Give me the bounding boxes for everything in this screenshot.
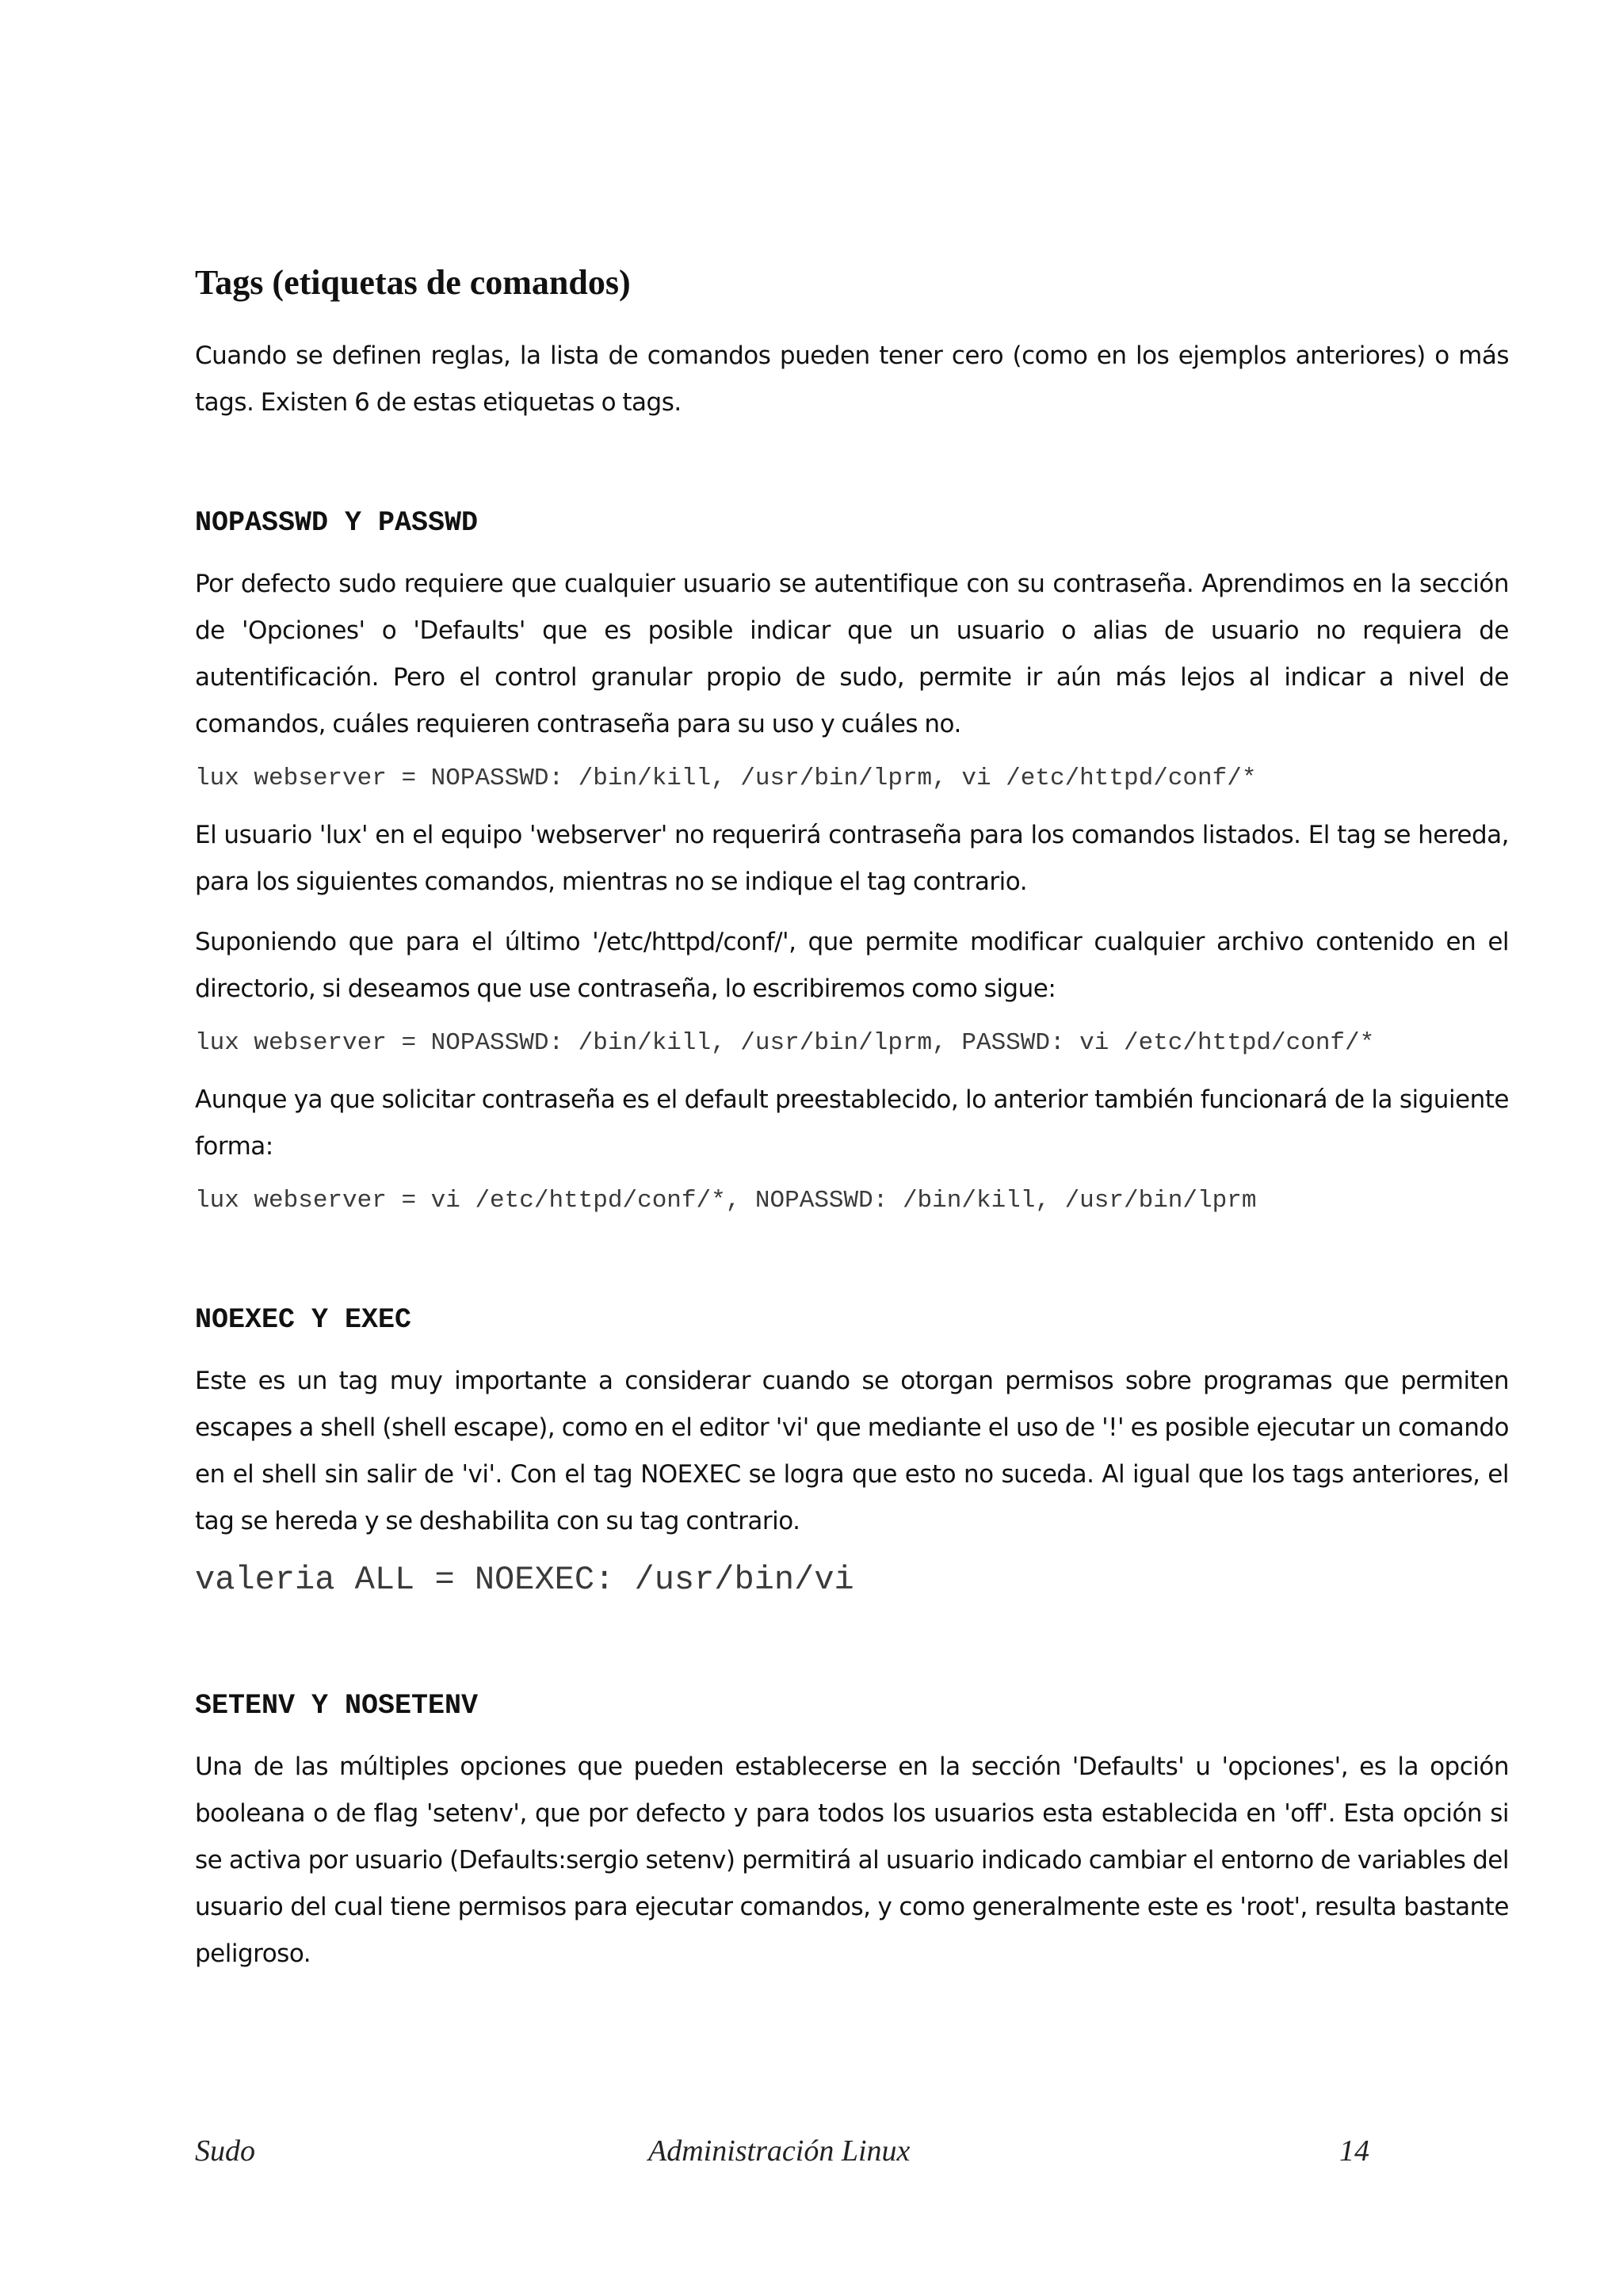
- code-example: lux webserver = vi /etc/httpd/conf/*, NOPASSWD: /bin/kill, /usr/bin/lprm: [195, 1187, 1257, 1215]
- section-noexec: [195, 1302, 1509, 1601]
- document-body: [195, 261, 1509, 1991]
- section-heading: SETENV Y NOSETENV: [195, 1690, 479, 1722]
- intro-paragraph: Cuando se definen reglas, la lista de comandos pueden tener cero (como en los ejemplos anteriores) o más tags. Existen 6 de estas etiquetas o tags.: [195, 341, 1509, 417]
- section-heading: NOEXEC Y EXEC: [195, 1304, 412, 1336]
- page-footer: [0, 2131, 1623, 2171]
- footer-left: Sudo: [195, 2134, 255, 2168]
- page-title: Tags (etiquetas de comandos): [195, 263, 631, 302]
- page-number: 14: [1339, 2134, 1369, 2168]
- code-example: valeria ALL = NOEXEC: /usr/bin/vi: [195, 1561, 854, 1599]
- section-heading: NOPASSWD Y PASSWD: [195, 507, 479, 539]
- section-nopasswd: [195, 505, 1509, 1219]
- code-example: lux webserver = NOPASSWD: /bin/kill, /usr/bin/lprm, vi /etc/httpd/conf/*: [195, 765, 1257, 792]
- paragraph: Suponiendo que para el último '/etc/httpd/conf/', que permite modificar cualquier archivo contenido en el directorio, si deseamos que use contraseña, lo escribiremos como sigue:: [195, 928, 1509, 1003]
- paragraph: El usuario 'lux' en el equipo 'webserver' no requerirá contraseña para los comandos listados. El tag se hereda, para los siguientes comandos, mientras no se indique el tag contrario.: [195, 821, 1509, 896]
- paragraph: Este es un tag muy importante a considerar cuando se otorgan permisos sobre programas que permiten escapes a shell (shell escape), como en el editor 'vi' que mediante el uso de '!' es posible ejecutar un comando en el shell sin salir de 'vi'. Con el tag NOEXEC se logra que esto no suceda. Al igual que los tags anteriores, el tag se hereda y se deshabilita con su tag contrario.: [195, 1367, 1509, 1535]
- paragraph: Aunque ya que solicitar contraseña es el default preestablecido, lo anterior también funcionará de la siguiente forma:: [195, 1085, 1509, 1161]
- code-example: lux webserver = NOPASSWD: /bin/kill, /usr/bin/lprm, PASSWD: vi /etc/httpd/conf/*: [195, 1029, 1375, 1057]
- footer-center: Administración Linux: [648, 2134, 911, 2168]
- paragraph: Por defecto sudo requiere que cualquier usuario se autentifique con su contraseña. Aprendimos en la sección de 'Opciones' o 'Defaults' que es posible indicar que un usuario o alias de usuario no requiera de autentificación. Pero el control granular propio de sudo, permite ir aún más lejos al indicar a nivel de comandos, cuáles requieren contraseña para su uso y cuáles no.: [195, 570, 1509, 738]
- section-setenv: [195, 1688, 1509, 1978]
- paragraph: Una de las múltiples opciones que pueden establecerse en la sección 'Defaults' u 'opciones', es la opción booleana o de flag 'setenv', que por defecto y para todos los usuarios esta establecida en 'off'. Esta opción si se activa por usuario (Defaults:sergio setenv) permitirá al usuario indicado cambiar el entorno de variables del usuario del cual tiene permisos para ejecutar comandos, y como generalmente este es 'root', resulta bastante peligroso.: [195, 1753, 1509, 1968]
